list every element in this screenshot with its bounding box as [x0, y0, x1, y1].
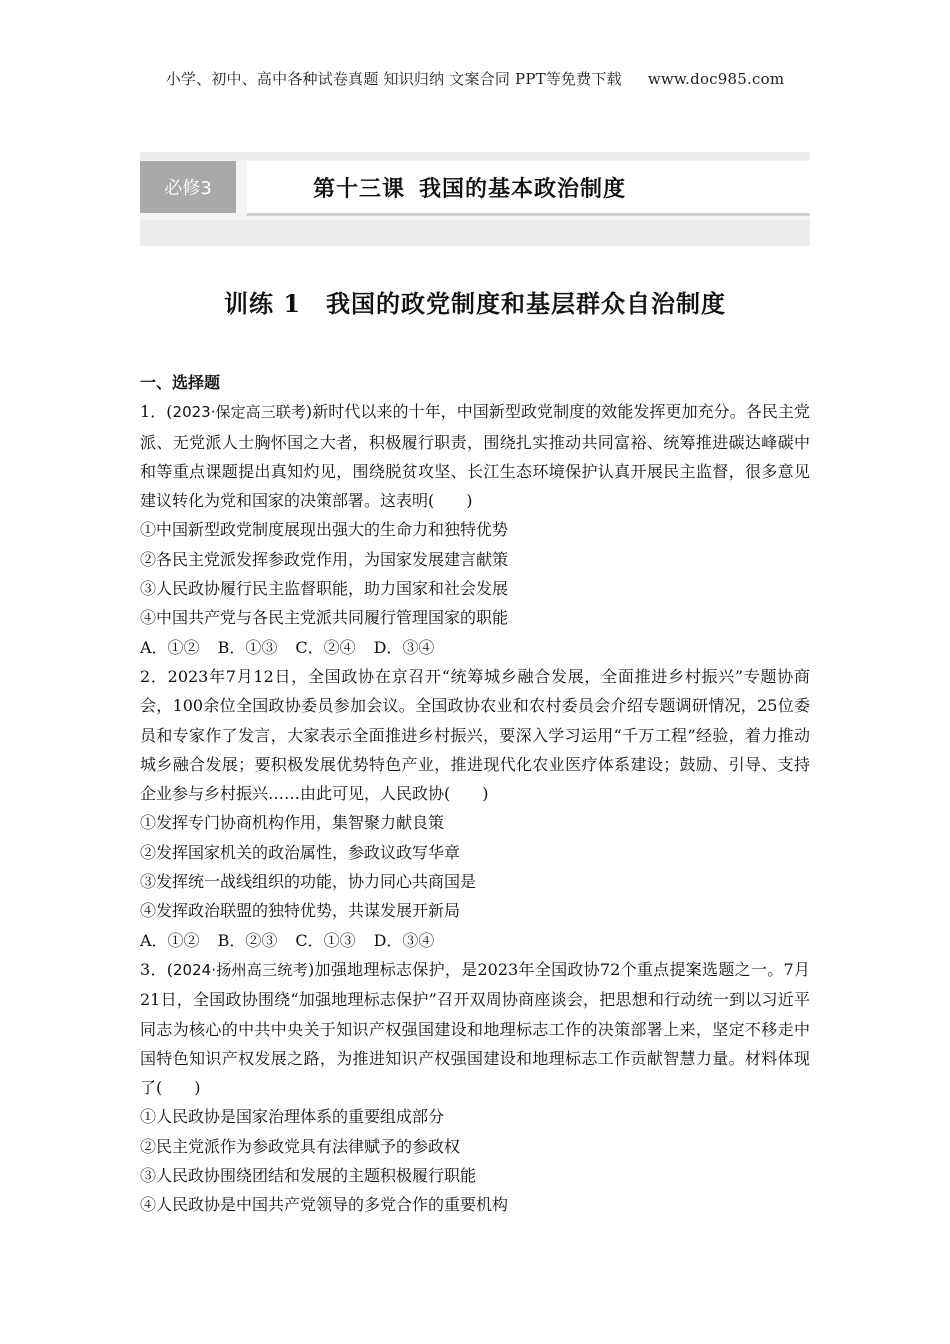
question-3 — [140, 955, 810, 1220]
option: ④人民政协是中国共产党领导的多党合作的重要机构 — [140, 1195, 509, 1215]
question-2 — [140, 662, 810, 955]
site-banner — [0, 68, 950, 89]
banner-text: 小学、初中、高中各种试卷真题 知识归纳 文案合同 PPT等免费下载 — [165, 70, 622, 88]
question-stem: 3．(2024·扬州高三统考)加强地理标志保护，是2023年全国政协72个重点提案选题之一。7月21日，全国政协围绕“加强地理标志保护”召开双周协商座谈会，把思想和行动统一到以习近平同志为核心的中共中央关于知识产权强国建设和地理标志工作的决策部署上来，坚定不移走中国特色知识产权发展之路，为推进知识产权强国建设和地理标志工作贡献智慧力量。材料体现了( ) — [140, 959, 810, 1098]
module-tag: 必修3 — [140, 161, 236, 213]
question-stem: 2．2023年7月12日，全国政协在京召开“统筹城乡融合发展，全面推进乡村振兴”专题协商会，100余位全国政协委员参加会议。全国政协农业和农村委员会介绍专题调研情况，25位委员和专家作了发言，大家表示全面推进乡村振兴，要深入学习运用“千万工程”经验，着力推动城乡融合发展；要积极发展优势特色产业，推进现代化农业医疗体系建设；鼓励、引导、支持企业参与乡村振兴……由此可见，人民政协( ) — [140, 666, 811, 804]
option: ①人民政协是国家治理体系的重要组成部分 — [140, 1107, 445, 1127]
question-content — [140, 368, 810, 1220]
option: ①发挥专门协商机构作用，集智聚力献良策 — [140, 813, 445, 833]
option: ③人民政协围绕团结和发展的主题积极履行职能 — [140, 1166, 477, 1186]
lesson-header — [247, 161, 810, 216]
option: ②发挥国家机关的政治属性，参政议政写华章 — [140, 842, 461, 862]
question-1 — [140, 397, 810, 662]
question-stem: 1．(2023·保定高三联考)新时代以来的十年，中国新型政党制度的效能发挥更加充分。各民主党派、无党派人士胸怀国之大者，积极履行职责，围绕扎实推动共同富裕、统筹推进碳达峰碳中和等重点课题提出真知灼见，围绕脱贫攻坚、长江生态环境保护认真开展民主监督，很多意见建议转化为党和国家的决策部署。这表明( ) — [140, 402, 810, 511]
banner-url[interactable]: www.doc985.com — [647, 70, 785, 88]
option: ②民主党派作为参政党具有法律赋予的参政权 — [140, 1136, 461, 1156]
option: ④发挥政治联盟的独特优势，共谋发展开新局 — [140, 901, 461, 921]
answer-choices: A．①② B．②③ C．①③ D．③④ — [140, 930, 435, 950]
option: ③发挥统一战线组织的功能，协力同心共商国是 — [140, 872, 477, 892]
option: ④中国共产党与各民主党派共同履行管理国家的职能 — [140, 608, 509, 628]
section-title: 一、选择题 — [140, 373, 221, 392]
option: ③人民政协履行民主监督职能，助力国家和社会发展 — [140, 579, 509, 599]
option: ①中国新型政党制度展现出强大的生命力和独特优势 — [140, 520, 509, 540]
option: ②各民主党派发挥参政党作用，为国家发展建言献策 — [140, 549, 509, 569]
lesson-number: 第十三课 我国的基本政治制度 — [313, 175, 627, 202]
exercise-title: 训练 1 我国的政党制度和基层群众自治制度 — [223, 289, 727, 318]
answer-choices: A．①② B．①③ C．②④ D．③④ — [140, 637, 435, 657]
